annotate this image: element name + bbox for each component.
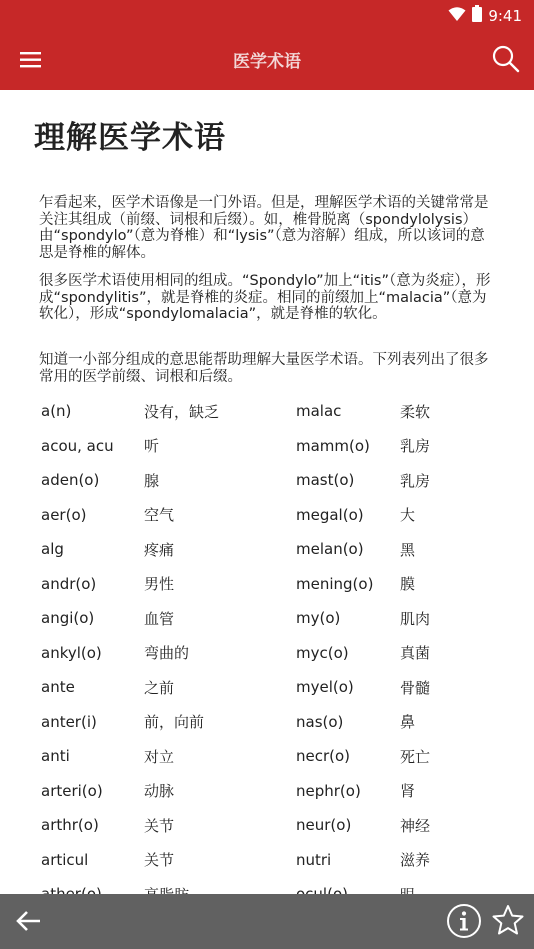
term-row <box>41 739 501 774</box>
term-prefix: anti <box>41 747 70 766</box>
term-row <box>41 601 501 636</box>
term-row <box>41 808 501 843</box>
term-prefix: neur(o) <box>296 816 352 835</box>
page-title: 理解医学术语 <box>34 120 226 156</box>
battery-icon <box>472 5 482 26</box>
term-meaning: 关节 <box>144 851 175 870</box>
term-meaning: 黑 <box>400 540 416 559</box>
term-meaning: 膜 <box>400 575 416 594</box>
term-meaning: 鼻 <box>400 713 416 732</box>
term-prefix: aer(o) <box>41 505 87 524</box>
term-row <box>41 670 501 705</box>
term-meaning: 空气 <box>144 506 175 525</box>
bottom-bar <box>0 894 534 949</box>
term-prefix: angi(o) <box>41 609 95 628</box>
term-meaning: 柔软 <box>400 402 431 421</box>
app-title: 医学术语 <box>233 52 301 72</box>
term-row <box>41 429 501 464</box>
term-meaning: 疼痛 <box>144 540 175 559</box>
term-meaning: 乳房 <box>400 437 431 456</box>
search-icon <box>490 43 522 75</box>
favorite-button[interactable] <box>491 903 525 937</box>
term-meaning: 神经 <box>400 816 431 835</box>
term-meaning: 真菌 <box>400 644 431 663</box>
term-prefix: melan(o) <box>296 540 364 559</box>
term-meaning: 滋养 <box>400 851 431 870</box>
term-meaning: 死亡 <box>400 747 431 766</box>
term-row <box>41 463 501 498</box>
term-meaning: 肌肉 <box>400 609 431 628</box>
arrow-back-icon <box>14 906 44 936</box>
term-row <box>41 636 501 671</box>
term-prefix: myel(o) <box>296 678 354 697</box>
term-prefix: megal(o) <box>296 505 364 524</box>
term-prefix: malac <box>296 402 342 421</box>
term-row <box>41 394 501 429</box>
search-button[interactable] <box>490 43 522 75</box>
term-prefix: a(n) <box>41 402 72 421</box>
term-meaning: 血管 <box>144 609 175 628</box>
status-time: 9:41 <box>488 6 522 25</box>
info-button[interactable] <box>446 903 482 939</box>
app-bar <box>0 30 534 90</box>
term-meaning: 听 <box>144 437 160 456</box>
intro-paragraph-2: 很多医学术语使用相同的组成。“Spondylo”加上“itis”（意为炎症），形成“spondylitis”，就是脊椎的炎症。相同的前缀加上“malacia”（意为软化），形成“spondylomalacia”，就是脊椎的软化。 <box>39 273 491 322</box>
term-meaning: 没有，缺乏 <box>144 402 220 421</box>
status-indicators <box>448 5 522 26</box>
terms-table <box>41 394 501 912</box>
term-meaning: 对立 <box>144 747 175 766</box>
article-content[interactable] <box>0 90 534 894</box>
wifi-icon <box>448 6 466 26</box>
term-meaning: 腺 <box>144 471 160 490</box>
term-meaning: 乳房 <box>400 471 431 490</box>
term-row <box>41 843 501 878</box>
term-prefix: acou, acu <box>41 436 114 455</box>
term-prefix: ankyl(o) <box>41 643 102 662</box>
term-prefix: arthr(o) <box>41 816 99 835</box>
term-prefix: aden(o) <box>41 471 100 490</box>
term-prefix: alg <box>41 540 64 559</box>
term-meaning: 大 <box>400 506 416 525</box>
term-row <box>41 705 501 740</box>
term-prefix: nas(o) <box>296 712 344 731</box>
term-prefix: ante <box>41 678 75 697</box>
term-prefix: arteri(o) <box>41 781 103 800</box>
star-icon <box>491 903 525 937</box>
term-prefix: anter(i) <box>41 712 97 731</box>
term-prefix: nephr(o) <box>296 781 361 800</box>
status-bar <box>0 0 534 30</box>
intro-paragraph-3: 知道一小部分组成的意思能帮助理解大量医学术语。下列表列出了很多常用的医学前缀、词根和后缀。 <box>39 352 489 385</box>
term-row <box>41 498 501 533</box>
term-meaning: 肾 <box>400 782 416 801</box>
term-row <box>41 567 501 602</box>
term-meaning: 关节 <box>144 816 175 835</box>
info-icon <box>446 903 482 939</box>
term-prefix: mast(o) <box>296 471 355 490</box>
term-prefix: my(o) <box>296 609 341 628</box>
term-prefix: mamm(o) <box>296 436 370 455</box>
term-meaning: 前，向前 <box>144 713 205 732</box>
term-meaning: 之前 <box>144 678 175 697</box>
term-meaning: 弯曲的 <box>144 644 190 663</box>
term-prefix: necr(o) <box>296 747 351 766</box>
term-row <box>41 774 501 809</box>
intro-paragraph-1: 乍看起来，医学术语像是一门外语。但是，理解医学术语的关键常常是关注其组成（前缀、词根和后缀）。如，椎骨脱离（spondylolysis）由“spondylo”（意为脊椎）和“lysis”（意为溶解）组成，所以该词的意思是脊椎的解体。 <box>39 195 489 261</box>
term-meaning: 动脉 <box>144 782 175 801</box>
term-prefix: articul <box>41 850 89 869</box>
term-prefix: myc(o) <box>296 643 349 662</box>
back-button[interactable] <box>14 906 44 936</box>
term-prefix: andr(o) <box>41 574 97 593</box>
term-prefix: nutri <box>296 850 332 869</box>
term-meaning: 骨髓 <box>400 678 431 697</box>
term-prefix: mening(o) <box>296 574 374 593</box>
term-row <box>41 532 501 567</box>
term-meaning: 男性 <box>144 575 175 594</box>
